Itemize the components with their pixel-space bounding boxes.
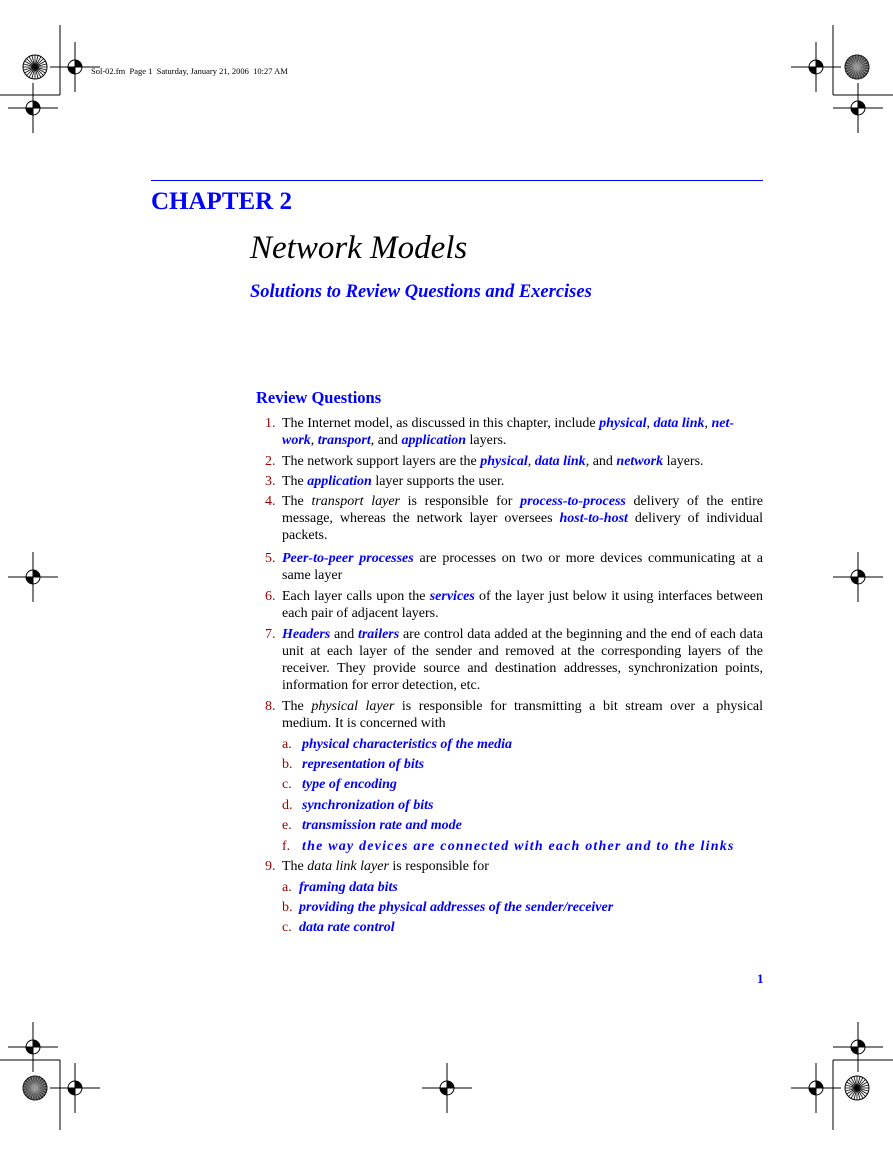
list-item: c. type of encoding bbox=[282, 777, 397, 792]
list-item: f. the way devices are connected with each other and to the links bbox=[282, 839, 735, 854]
question-3: 3. The application layer supports the user. bbox=[265, 474, 505, 489]
crop-mark-icon bbox=[8, 1022, 58, 1072]
chapter-subtitle: Solutions to Review Questions and Exercises bbox=[250, 282, 592, 302]
crop-mark-icon bbox=[422, 1063, 472, 1113]
chapter-rule bbox=[151, 180, 763, 181]
list-item: e. transmission rate and mode bbox=[282, 818, 462, 833]
question-9: 9. The data link layer is responsible for bbox=[265, 859, 489, 874]
starburst-target-icon bbox=[845, 55, 869, 79]
crop-mark-icon bbox=[833, 1022, 883, 1072]
list-item: b. representation of bits bbox=[282, 757, 425, 772]
question-number: 6. bbox=[265, 589, 276, 604]
starburst-target-icon bbox=[845, 1076, 869, 1100]
question-number: 7. bbox=[265, 627, 276, 642]
question-8: 8. The physical layer is responsible for transmitting a bit stream over a physical medium. It is concerned with bbox=[265, 699, 764, 731]
chapter-label: CHAPTER 2 bbox=[151, 188, 292, 215]
file-info-header: Sol-02.fm Page 1 Saturday, January 21, 2006 10:27 AM bbox=[91, 66, 288, 76]
question-2: 2. The network support layers are the physical, data link, and network layers. bbox=[265, 454, 704, 469]
question-number: 9. bbox=[265, 859, 276, 874]
question-7: 7. Headers and trailers are control data added at the beginning and the end of each data unit at each layer of the sender and removed at the corresponding layers of the receiver. They provide source and destination addresses, synchronization points, information for error detection, etc. bbox=[265, 627, 763, 693]
question-6: 6. Each layer calls upon the services of the layer just below it using interfaces between each pair of adjacent layers. bbox=[265, 589, 763, 621]
question-number: 3. bbox=[265, 474, 276, 489]
list-item: b. providing the physical addresses of the sender/receiver bbox=[282, 900, 614, 915]
list-item: d. synchronization of bits bbox=[282, 798, 434, 813]
question-5: 5. Peer-to-peer processes are processes on two or more devices communicating at a same layer bbox=[265, 551, 764, 583]
crop-mark-icon bbox=[833, 552, 883, 602]
question-1: 1. The Internet model, as discussed in this chapter, include physical, data link, net- work, transport, and application layers. bbox=[265, 416, 735, 448]
question-4: 4. The transport layer is responsible for process-to-process delivery of the entire message, whereas the network layer oversees host-to-host delivery of individual packets. bbox=[265, 494, 763, 543]
question-number: 1. bbox=[265, 416, 276, 431]
page-number: 1 bbox=[757, 971, 764, 986]
chapter-title: Network Models bbox=[250, 230, 468, 266]
crop-mark-icon bbox=[833, 83, 883, 133]
starburst-target-icon bbox=[23, 1076, 47, 1100]
section-title: Review Questions bbox=[256, 388, 382, 407]
list-item: a. framing data bits bbox=[282, 880, 398, 895]
list-item: c. data rate control bbox=[282, 920, 395, 935]
question-number: 8. bbox=[265, 699, 276, 714]
question-number: 5. bbox=[265, 551, 276, 566]
crop-mark-icon bbox=[8, 83, 58, 133]
question-number: 4. bbox=[265, 494, 276, 509]
list-item: a. physical characteristics of the media bbox=[282, 737, 512, 752]
crop-mark-icon bbox=[8, 552, 58, 602]
starburst-target-icon bbox=[23, 55, 47, 79]
crop-mark-icon bbox=[50, 1063, 100, 1113]
question-number: 2. bbox=[265, 454, 276, 469]
